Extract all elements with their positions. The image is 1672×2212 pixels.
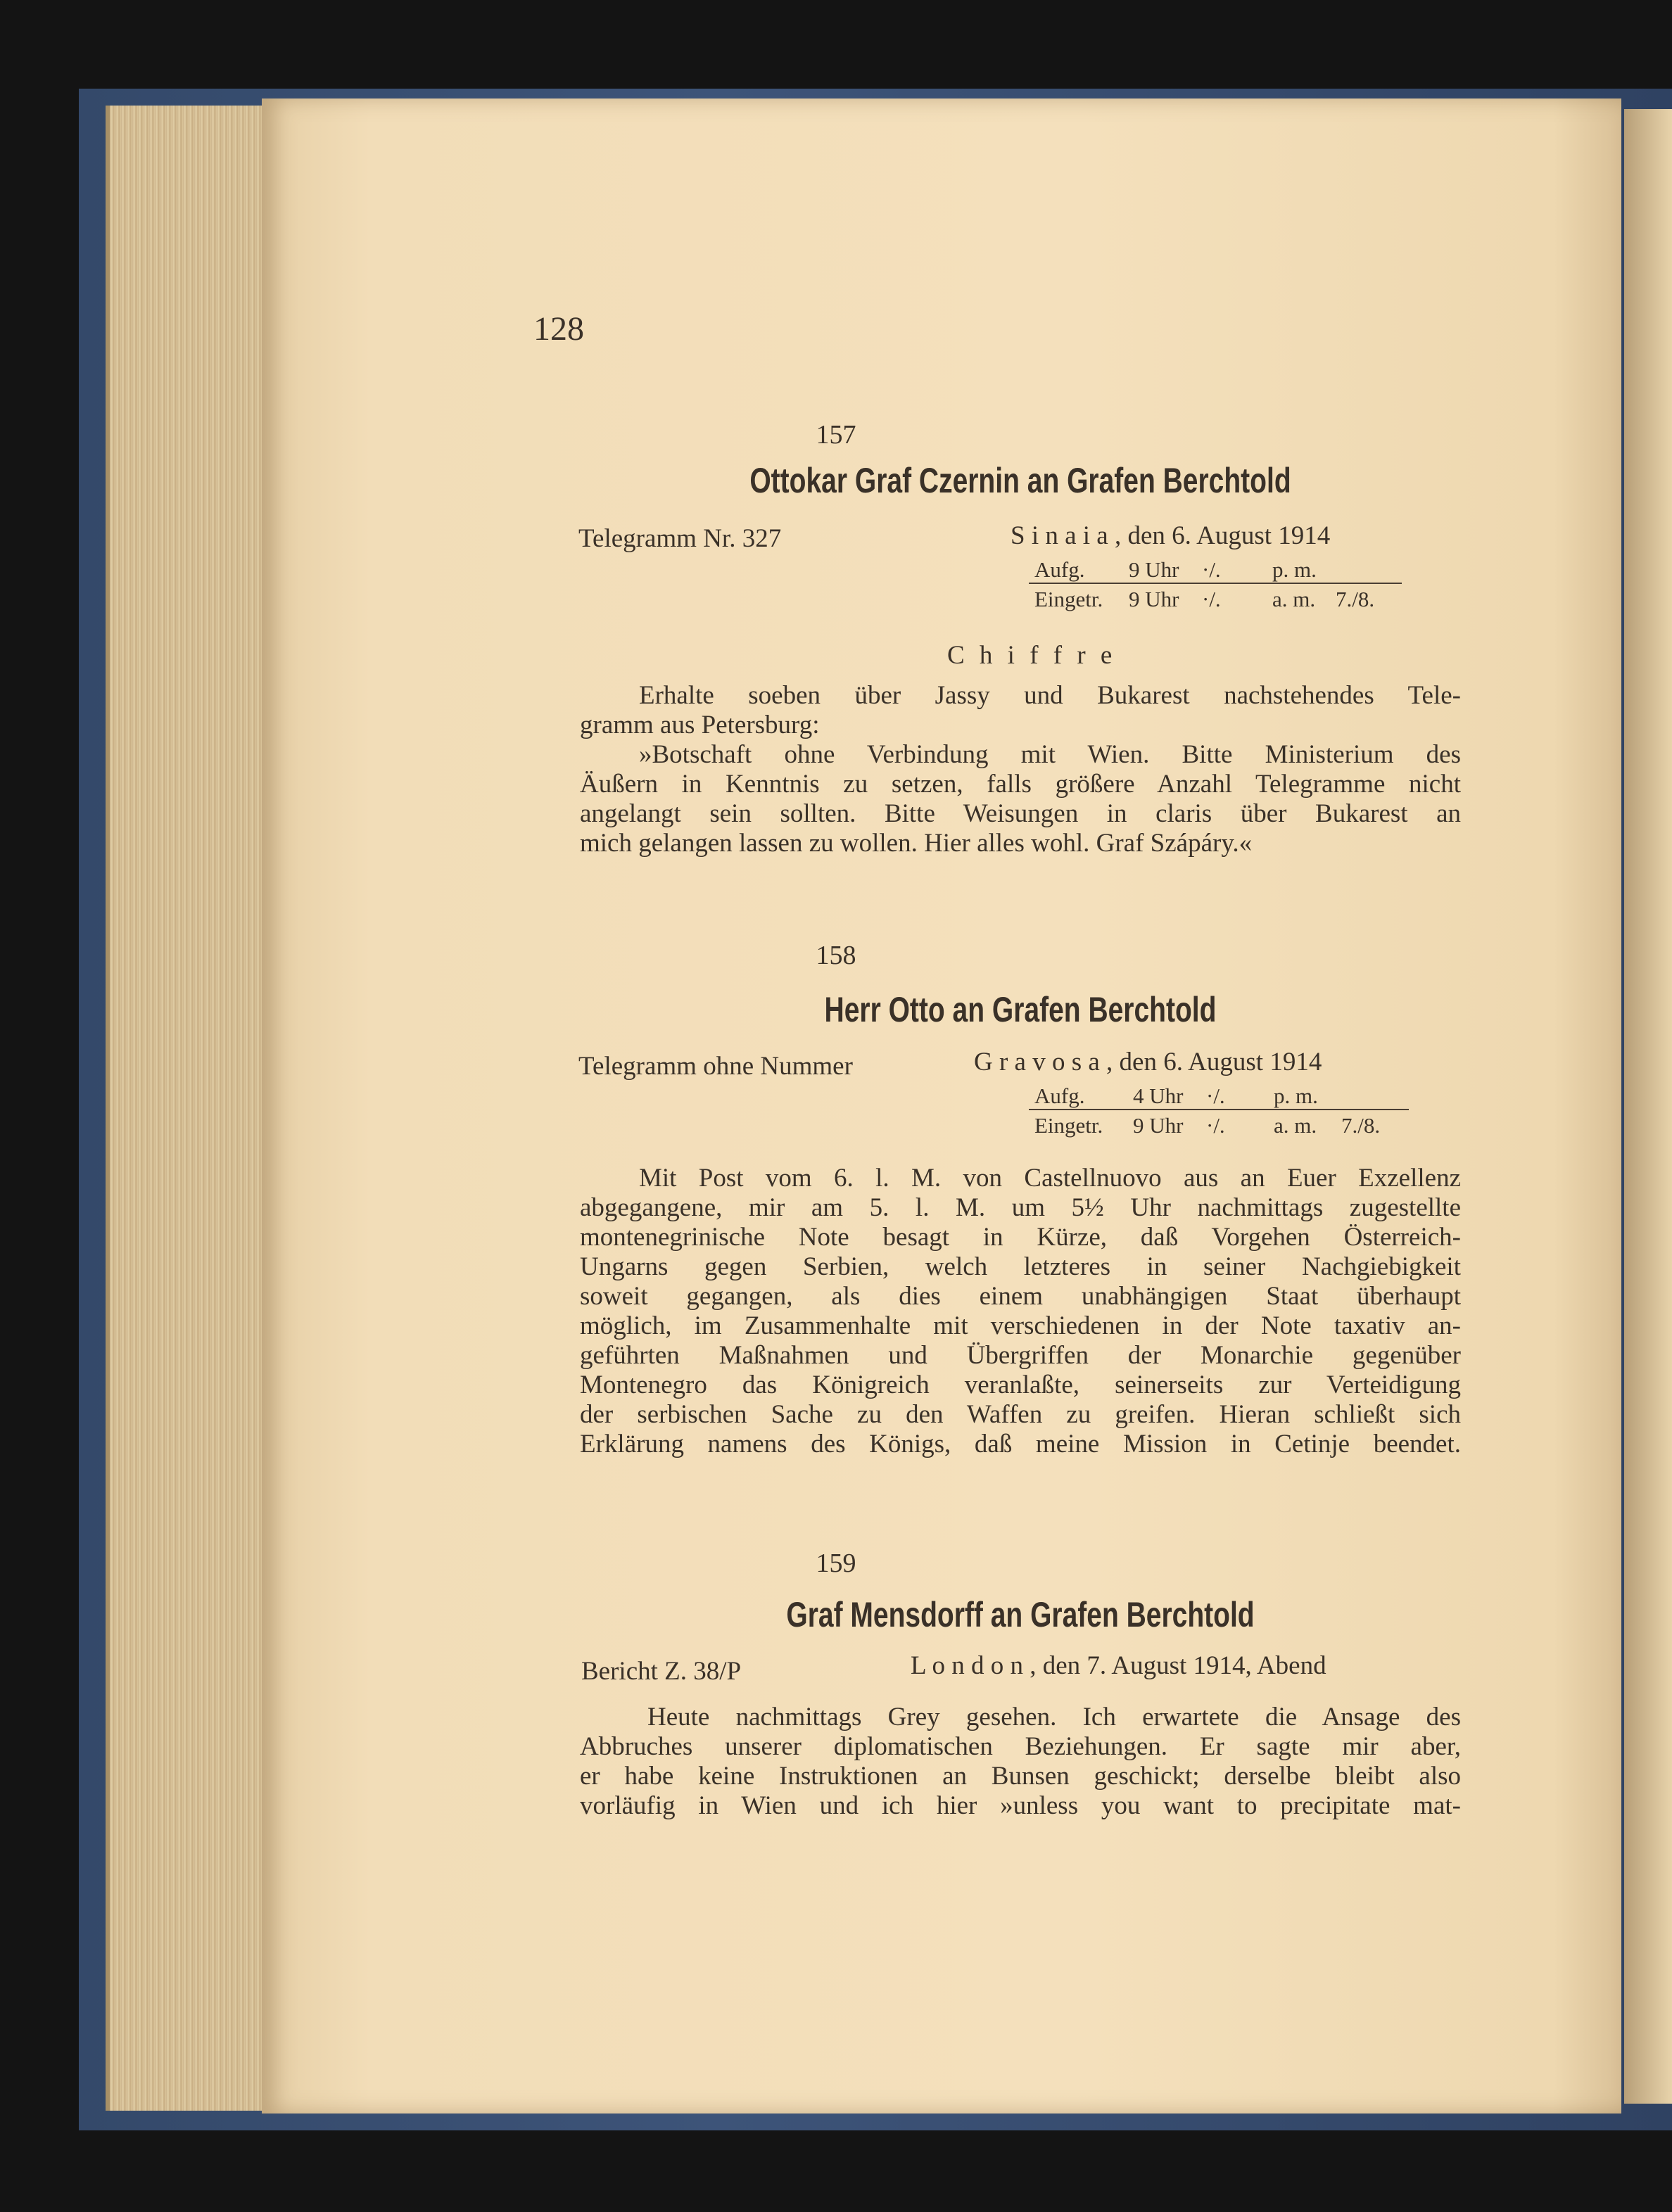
doc-157-eingetr-label: Eingetr. xyxy=(1034,587,1103,611)
doc-158-type: Telegramm ohne Nummer xyxy=(578,1052,853,1081)
body-line: gramm aus Petersburg: xyxy=(580,711,820,739)
body-line: mich gelangen lassen zu wollen. Hier alles wohl. Graf Szápáry.« xyxy=(580,829,1253,858)
doc-158-eingetr-ampm: a. m. xyxy=(1274,1113,1317,1138)
doc-157-place-date: S i n a i a , den 6. August 1914 xyxy=(1011,521,1331,550)
doc-157-number: 157 xyxy=(816,420,856,450)
doc-159-type: Bericht Z. 38/P xyxy=(581,1657,742,1686)
doc-158-body xyxy=(580,1164,1461,1459)
page-number: 128 xyxy=(533,310,584,348)
doc-157-eingetr-date: 7./8. xyxy=(1336,587,1375,611)
body-line: geführten Maßnahmen und Übergriffen der Monarchie gegenüber xyxy=(580,1341,1461,1370)
body-line: Äußern in Kenntnis zu setzen, falls größere Anzahl Telegramme nicht xyxy=(580,770,1461,799)
body-line: Mit Post vom 6. l. M. von Castellnuovo aus an Euer Exzellenz xyxy=(639,1164,1461,1193)
doc-158-aufg-label: Aufg. xyxy=(1034,1083,1085,1108)
doc-157-aufg-ampm: p. m. xyxy=(1272,557,1317,582)
facing-page-edge xyxy=(1624,109,1672,2104)
body-line: Ungarns gegen Serbien, welch letzteres in seiner Nachgiebigkeit xyxy=(580,1252,1461,1281)
body-line: Montenegro das Königreich veranlaßte, seinerseits zur Verteidigung xyxy=(580,1371,1461,1399)
body-line: angelangt sein sollten. Bitte Weisungen in claris über Bukarest an xyxy=(580,799,1461,828)
doc-157-type: Telegramm Nr. 327 xyxy=(578,524,782,553)
doc-158-title: Herr Otto an Grafen Berchtold xyxy=(824,990,1217,1029)
doc-157-aufg-time: 9 Uhr xyxy=(1129,557,1179,582)
doc-158-aufg-ampm: p. m. xyxy=(1274,1083,1318,1108)
doc-157-eingetr-time: 9 Uhr xyxy=(1129,587,1179,611)
body-line: Abbruches unserer diplomatischen Beziehungen. Er sagte mir aber, xyxy=(580,1732,1461,1761)
doc-157-rule xyxy=(1029,583,1402,584)
body-line: Erklärung namens des Königs, daß meine Mission in Cetinje beendet. xyxy=(580,1430,1461,1458)
body-line: Heute nachmittags Grey gesehen. Ich erwartete die Ansage des xyxy=(647,1703,1461,1731)
doc-157-eingetr-mark: ·/. xyxy=(1202,587,1221,611)
doc-158-aufg-time: 4 Uhr xyxy=(1133,1083,1184,1108)
doc-157-mode: C h i f f r e xyxy=(947,641,1117,670)
doc-159-number: 159 xyxy=(816,1549,856,1578)
doc-158-eingetr-mark: ·/. xyxy=(1206,1113,1225,1138)
body-line: der serbischen Sache zu den Waffen zu greifen. Hieran schließt sich xyxy=(580,1400,1461,1429)
doc-158-rule xyxy=(1029,1109,1409,1110)
page-edges xyxy=(106,106,272,2111)
doc-159-title: Graf Mensdorff an Grafen Berchtold xyxy=(786,1595,1255,1634)
doc-157-aufg-label: Aufg. xyxy=(1034,557,1085,582)
doc-157-aufg-mark: ·/. xyxy=(1202,557,1221,582)
doc-159-place-date: L o n d o n , den 7. August 1914, Abend xyxy=(911,1651,1326,1680)
body-line: soweit gegangen, als dies einem unabhängigen Staat überhaupt xyxy=(580,1282,1461,1311)
doc-158-eingetr-label: Eingetr. xyxy=(1034,1113,1103,1138)
doc-157-title: Ottokar Graf Czernin an Grafen Berchtold xyxy=(749,461,1291,500)
doc-157-eingetr-ampm: a. m. xyxy=(1272,587,1316,611)
doc-158-aufg-mark: ·/. xyxy=(1206,1083,1225,1108)
body-line: möglich, im Zusammenhalte mit verschiedenen in der Note taxativ an- xyxy=(580,1311,1461,1340)
body-line: er habe keine Instruktionen an Bunsen geschickt; derselbe bleibt also xyxy=(580,1762,1461,1791)
body-line: vorläufig in Wien und ich hier »unless you want to precipitate mat- xyxy=(580,1791,1461,1820)
doc-158-place-date: G r a v o s a , den 6. August 1914 xyxy=(974,1048,1322,1076)
body-line: montenegrinische Note besagt in Kürze, daß Vorgehen Österreich- xyxy=(580,1223,1461,1252)
body-line: »Botschaft ohne Verbindung mit Wien. Bitte Ministerium des xyxy=(639,740,1461,769)
body-line: abgegangene, mir am 5. l. M. um 5½ Uhr nachmittags zugestellte xyxy=(580,1193,1461,1222)
doc-158-eingetr-time: 9 Uhr xyxy=(1133,1113,1184,1138)
body-line: Erhalte soeben über Jassy und Bukarest nachstehendes Tele- xyxy=(639,681,1461,710)
doc-157-body xyxy=(580,681,1461,858)
doc-158-eingetr-date: 7./8. xyxy=(1341,1113,1381,1138)
doc-158-number: 158 xyxy=(816,941,856,970)
doc-159-body xyxy=(580,1703,1461,1821)
